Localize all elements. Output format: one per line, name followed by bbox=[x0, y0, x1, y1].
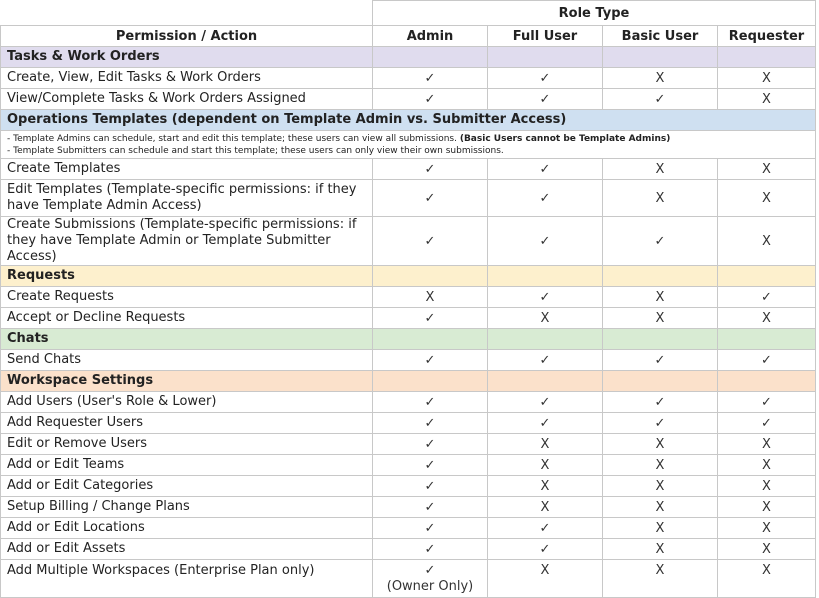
cell-admin: ✓ bbox=[373, 392, 488, 413]
table-row bbox=[1, 560, 816, 598]
cell-admin: ✓ bbox=[373, 159, 488, 180]
cell-admin: ✓ bbox=[373, 455, 488, 476]
permission-label: Add or Edit Teams bbox=[1, 455, 373, 476]
cell-basic-user: X bbox=[603, 434, 718, 455]
cell-requester: X bbox=[718, 476, 816, 497]
permission-label: Accept or Decline Requests bbox=[1, 308, 373, 329]
cell-requester: X bbox=[718, 308, 816, 329]
cell-admin: ✓ bbox=[373, 89, 488, 110]
cell-full-user: ✓ bbox=[488, 89, 603, 110]
permission-label: Create Submissions (Template-specific permissions: if they have Template Admin or Template Submitter Access) bbox=[1, 217, 373, 266]
cell-requester: ✓ bbox=[718, 413, 816, 434]
cell-full-user: ✓ bbox=[488, 539, 603, 560]
cell-basic-user: X bbox=[603, 455, 718, 476]
operations-note bbox=[1, 131, 816, 159]
permission-action-header: Permission / Action bbox=[1, 26, 373, 47]
permission-label: Add Requester Users bbox=[1, 413, 373, 434]
cell-requester: X bbox=[718, 89, 816, 110]
table-row bbox=[1, 455, 816, 476]
cell-basic-user: X bbox=[603, 518, 718, 539]
cell-requester: X bbox=[718, 497, 816, 518]
cell-basic-user: X bbox=[603, 159, 718, 180]
cell-full-user: X bbox=[488, 560, 603, 598]
table-row bbox=[1, 497, 816, 518]
owner-only-note: (Owner Only) bbox=[386, 579, 474, 594]
cell-admin: ✓ bbox=[373, 68, 488, 89]
section-title: Operations Templates (dependent on Template Admin vs. Submitter Access) bbox=[1, 110, 816, 131]
cell-full-user: ✓ bbox=[488, 217, 603, 266]
table-row bbox=[1, 68, 816, 89]
permission-label: Edit or Remove Users bbox=[1, 434, 373, 455]
cell-requester: X bbox=[718, 68, 816, 89]
cell-admin: ✓ bbox=[373, 180, 488, 217]
permission-label: Create, View, Edit Tasks & Work Orders bbox=[1, 68, 373, 89]
cell-admin: X bbox=[373, 287, 488, 308]
cell-admin: ✓ bbox=[373, 497, 488, 518]
cell-requester: X bbox=[718, 539, 816, 560]
table-row bbox=[1, 476, 816, 497]
permission-label: Add Users (User's Role & Lower) bbox=[1, 392, 373, 413]
cell-admin: ✓ bbox=[373, 413, 488, 434]
table-row bbox=[1, 287, 816, 308]
cell-admin: ✓ bbox=[373, 476, 488, 497]
section-title: Requests bbox=[1, 266, 373, 287]
cell-requester: X bbox=[718, 455, 816, 476]
cell-full-user: ✓ bbox=[488, 180, 603, 217]
cell-requester: ✓ bbox=[718, 350, 816, 371]
role-header-basic-user: Basic User bbox=[603, 26, 718, 47]
cell-basic-user: ✓ bbox=[603, 350, 718, 371]
cell-full-user: ✓ bbox=[488, 413, 603, 434]
cell-basic-user: ✓ bbox=[603, 89, 718, 110]
table-row bbox=[1, 518, 816, 539]
table-row bbox=[1, 89, 816, 110]
cell-requester: ✓ bbox=[718, 287, 816, 308]
table-row bbox=[1, 413, 816, 434]
table-row bbox=[1, 434, 816, 455]
permission-label: Send Chats bbox=[1, 350, 373, 371]
table-row bbox=[1, 308, 816, 329]
cell-basic-user: X bbox=[603, 68, 718, 89]
cell-full-user: X bbox=[488, 308, 603, 329]
cell-full-user: ✓ bbox=[488, 68, 603, 89]
role-header-requester: Requester bbox=[718, 26, 816, 47]
table-row bbox=[1, 217, 816, 266]
cell-basic-user: X bbox=[603, 539, 718, 560]
permission-label: Add or Edit Locations bbox=[1, 518, 373, 539]
table-row bbox=[1, 539, 816, 560]
cell-requester: X bbox=[718, 159, 816, 180]
cell-basic-user: X bbox=[603, 180, 718, 217]
cell-full-user: ✓ bbox=[488, 350, 603, 371]
cell-basic-user: X bbox=[603, 287, 718, 308]
section-title: Workspace Settings bbox=[1, 371, 373, 392]
cell-full-user: ✓ bbox=[488, 392, 603, 413]
table-row bbox=[1, 392, 816, 413]
cell-admin: ✓ bbox=[373, 434, 488, 455]
section-header-operations bbox=[1, 110, 816, 131]
cell-admin: ✓ bbox=[373, 518, 488, 539]
cell-full-user: ✓ bbox=[488, 287, 603, 308]
header-row-role-type bbox=[1, 1, 816, 26]
cell-admin bbox=[373, 560, 488, 598]
cell-basic-user: X bbox=[603, 476, 718, 497]
permission-label: Add or Edit Assets bbox=[1, 539, 373, 560]
admin-value: ✓ bbox=[424, 563, 436, 578]
header-row-roles bbox=[1, 26, 816, 47]
cell-requester: X bbox=[718, 434, 816, 455]
cell-admin: ✓ bbox=[373, 539, 488, 560]
cell-requester: X bbox=[718, 217, 816, 266]
role-header-full-user: Full User bbox=[488, 26, 603, 47]
section-header-workspace bbox=[1, 371, 816, 392]
permission-label: Create Requests bbox=[1, 287, 373, 308]
cell-basic-user: ✓ bbox=[603, 217, 718, 266]
cell-admin: ✓ bbox=[373, 308, 488, 329]
cell-basic-user: X bbox=[603, 560, 718, 598]
table-row bbox=[1, 350, 816, 371]
role-header-admin: Admin bbox=[373, 26, 488, 47]
cell-requester: X bbox=[718, 518, 816, 539]
table-row bbox=[1, 180, 816, 217]
cell-full-user: X bbox=[488, 455, 603, 476]
table-row bbox=[1, 159, 816, 180]
permission-label: Setup Billing / Change Plans bbox=[1, 497, 373, 518]
cell-full-user: X bbox=[488, 434, 603, 455]
cell-full-user: X bbox=[488, 497, 603, 518]
cell-basic-user: ✓ bbox=[603, 392, 718, 413]
cell-basic-user: X bbox=[603, 497, 718, 518]
cell-admin: ✓ bbox=[373, 350, 488, 371]
cell-requester: ✓ bbox=[718, 392, 816, 413]
section-header-chats bbox=[1, 329, 816, 350]
cell-requester: X bbox=[718, 560, 816, 598]
cell-basic-user: ✓ bbox=[603, 413, 718, 434]
cell-full-user: X bbox=[488, 476, 603, 497]
cell-full-user: ✓ bbox=[488, 159, 603, 180]
cell-full-user: ✓ bbox=[488, 518, 603, 539]
header-spacer bbox=[1, 1, 373, 26]
section-header-tasks bbox=[1, 47, 816, 68]
permission-label: Add Multiple Workspaces (Enterprise Plan only) bbox=[1, 560, 373, 598]
section-title: Chats bbox=[1, 329, 373, 350]
permission-label: Edit Templates (Template-specific permissions: if they have Template Admin Access) bbox=[1, 180, 373, 217]
cell-admin: ✓ bbox=[373, 217, 488, 266]
cell-basic-user: X bbox=[603, 308, 718, 329]
role-type-header: Role Type bbox=[373, 1, 816, 26]
cell-requester: X bbox=[718, 180, 816, 217]
note-text: - Template Admins can schedule, start and edit this template; these users can view all submissions. (Basic Users cannot be Template Admins) - Template Submitters can schedule and start this template; these users can only view their own submissions. bbox=[1, 131, 816, 159]
permission-label: View/Complete Tasks & Work Orders Assigned bbox=[1, 89, 373, 110]
section-header-requests bbox=[1, 266, 816, 287]
permission-label: Add or Edit Categories bbox=[1, 476, 373, 497]
permission-label: Create Templates bbox=[1, 159, 373, 180]
section-title: Tasks & Work Orders bbox=[1, 47, 373, 68]
